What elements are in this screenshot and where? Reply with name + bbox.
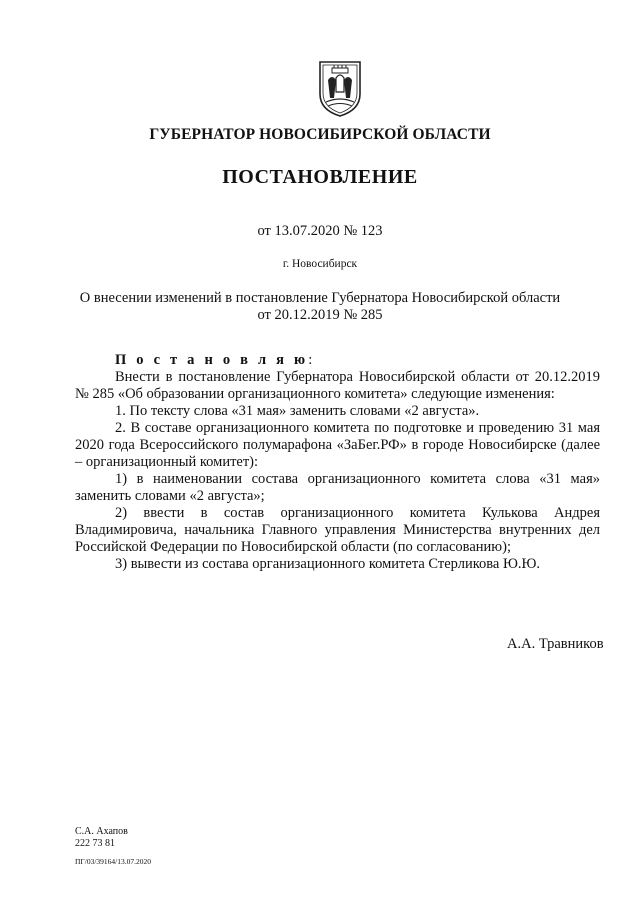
decree-colon: : bbox=[308, 352, 313, 368]
decree-word: П о с т а н о в л я ю bbox=[115, 352, 309, 368]
registration-number: ПГ/03/39164/13.07.2020 bbox=[75, 857, 152, 866]
paragraph-2: 1. По тексту слова «31 мая» заменить словами «2 августа». bbox=[115, 403, 480, 419]
document-date-number: от 13.07.2020 № 123 bbox=[257, 223, 383, 239]
executor-name: С.А. Ахапов bbox=[75, 826, 128, 837]
document-body bbox=[75, 352, 600, 573]
paragraph-3: 2. В составе организационного комитета по подготовке и проведению 31 мая 2020 года Всероссийского полумарафона «ЗаБег.РФ» в городе Новосибирске (далее – организационный комитет): bbox=[75, 420, 600, 470]
subject-line-1: О внесении изменений в постановление Губернатора Новосибирской области bbox=[79, 290, 561, 306]
signatory-name: А.А. Травников bbox=[507, 636, 604, 652]
paragraph-4: 1) в наименовании состава организационного комитета слова «31 мая» заменить словами «2 августа»; bbox=[75, 471, 600, 504]
paragraph-1: Внести в постановление Губернатора Новосибирской области от 20.12.2019 № 285 «Об образовании организационного комитета» следующие изменения: bbox=[75, 369, 600, 402]
paragraph-6: 3) вывести из состава организационного комитета Стерликова Ю.Ю. bbox=[115, 556, 541, 572]
document-city: г. Новосибирск bbox=[282, 258, 358, 270]
decree-paragraph bbox=[75, 352, 600, 369]
issuing-authority: ГУБЕРНАТОР НОВОСИБИРСКОЙ ОБЛАСТИ bbox=[149, 126, 491, 143]
subject-line-2: от 20.12.2019 № 285 bbox=[257, 307, 383, 323]
executor-phone: 222 73 81 bbox=[75, 838, 115, 849]
coat-of-arms-icon bbox=[316, 58, 364, 118]
document-type: ПОСТАНОВЛЕНИЕ bbox=[222, 166, 418, 188]
executor-footer bbox=[75, 826, 151, 868]
document-subject bbox=[0, 290, 640, 324]
paragraph-5: 2) ввести в состав организационного комитета Кулькова Андрея Владимировича, начальника Главного управления Министерства внутренних дел Российской Федерации по Новосибирской области (по согласованию); bbox=[75, 505, 600, 555]
